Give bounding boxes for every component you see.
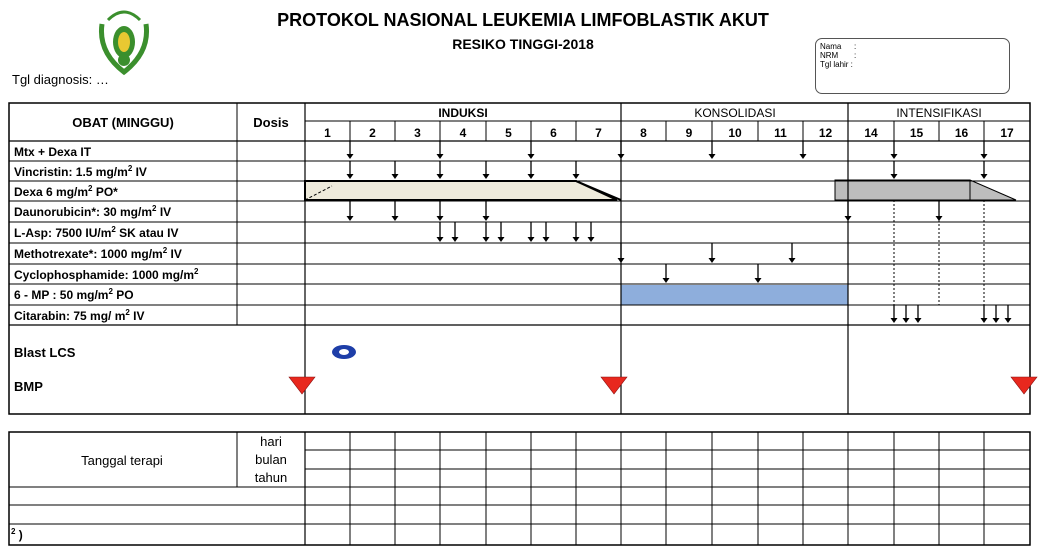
week-number: 9 bbox=[685, 126, 693, 140]
phase-intensifikasi: INTENSIFIKASI bbox=[896, 106, 982, 120]
dose-arrow-head bbox=[347, 174, 354, 179]
dexa-bar bbox=[305, 181, 617, 200]
measurement-label: $^2$ ) bbox=[11, 527, 23, 542]
week-number: 17 bbox=[1000, 126, 1014, 140]
dose-arrow-head bbox=[755, 278, 762, 283]
drug-label: L-Asp: 7500 $IU/m^2$ SK atau IV bbox=[14, 225, 179, 240]
dose-arrow-head bbox=[437, 154, 444, 159]
dose-arrow-head bbox=[498, 237, 505, 242]
page-title: PROTOKOL NASIONAL LEUKEMIA LIMFOBLASTIK AKUT bbox=[277, 10, 769, 30]
tanggal-terapi-label: Tanggal terapi bbox=[81, 453, 163, 468]
blast-lcs-label: Blast LCS bbox=[14, 345, 76, 360]
dose-arrow-head bbox=[347, 216, 354, 221]
dose-arrow-head bbox=[452, 237, 459, 242]
week-number: 15 bbox=[909, 126, 924, 140]
week-number: 14 bbox=[864, 126, 878, 140]
dose-arrow-head bbox=[618, 258, 625, 263]
dose-arrow-head bbox=[981, 174, 988, 179]
mercaptopurine-bar bbox=[621, 285, 848, 305]
patient-dob-row: Tgl lahir : bbox=[820, 60, 853, 69]
dose-arrow-head bbox=[891, 154, 898, 159]
drug-label: Mtx + Dexa IT bbox=[14, 145, 92, 159]
phase-induksi: INDUKSI bbox=[438, 106, 488, 120]
dose-arrow-head bbox=[528, 154, 535, 159]
patient-nrm-row: NRM : bbox=[820, 51, 857, 60]
page-subtitle: RESIKO TINGGI-2018 bbox=[452, 36, 594, 52]
drug-label: Daunorubicin*: 30 $mg/m^2$ IV bbox=[14, 204, 172, 219]
dose-arrow-head bbox=[437, 174, 444, 179]
week-number: 16 bbox=[954, 126, 969, 140]
week-number: 4 bbox=[459, 126, 467, 140]
dose-arrow-head bbox=[392, 216, 399, 221]
week-number: 6 bbox=[550, 126, 557, 140]
date-part-label: hari bbox=[260, 434, 282, 449]
bmp-marker bbox=[601, 377, 627, 394]
dose-arrow-head bbox=[709, 154, 716, 159]
diagnosis-date-label: Tgl diagnosis: … bbox=[12, 72, 109, 87]
dose-arrow-head bbox=[437, 216, 444, 221]
dose-arrow-head bbox=[915, 318, 922, 323]
dose-arrow-head bbox=[483, 216, 490, 221]
dose-arrow-head bbox=[981, 154, 988, 159]
week-number: 7 bbox=[595, 126, 602, 140]
dose-arrow-head bbox=[573, 174, 580, 179]
week-number: 2 bbox=[369, 126, 376, 140]
week-number: 10 bbox=[728, 126, 742, 140]
dose-arrow-head bbox=[981, 318, 988, 323]
week-number: 3 bbox=[414, 126, 421, 140]
dose-arrow-head bbox=[936, 216, 943, 221]
drug-label: Citarabin: 75 mg/ $m^2$ IV bbox=[14, 308, 145, 323]
dose-arrow-head bbox=[347, 154, 354, 159]
drug-label: Vincristin: 1.5 $mg/m^2$ IV bbox=[14, 164, 147, 179]
dose-arrow-head bbox=[392, 174, 399, 179]
dose-arrow-head bbox=[891, 318, 898, 323]
drug-label: 6 - MP : 50 $mg/m^2$ PO bbox=[14, 287, 134, 302]
bmp-marker bbox=[1011, 377, 1037, 394]
week-number: 1 bbox=[324, 126, 331, 140]
week-number: 12 bbox=[818, 126, 833, 140]
date-part-label: bulan bbox=[255, 452, 287, 467]
bmp-marker bbox=[289, 377, 315, 394]
bmp-label: BMP bbox=[14, 379, 43, 394]
dose-arrow-head bbox=[993, 318, 1000, 323]
dose-arrow-head bbox=[709, 258, 716, 263]
drug-label: Methotrexate*: 1000 $mg/m^2$ IV bbox=[14, 246, 182, 261]
dose-arrow-head bbox=[800, 154, 807, 159]
date-part-label: tahun bbox=[254, 470, 288, 485]
dose-arrow-head bbox=[483, 237, 490, 242]
dosis-header: Dosis bbox=[253, 115, 289, 130]
dose-arrow-head bbox=[437, 237, 444, 242]
dose-arrow-head bbox=[891, 174, 898, 179]
patient-name-row: Nama : bbox=[820, 42, 857, 51]
dose-arrow-head bbox=[618, 154, 625, 159]
obat-header: OBAT (MINGGU) bbox=[72, 115, 174, 130]
dose-arrow-head bbox=[903, 318, 910, 323]
dose-arrow-head bbox=[663, 278, 670, 283]
phase-konsolidasi: KONSOLIDASI bbox=[694, 106, 776, 120]
dose-arrow-head bbox=[1005, 318, 1012, 323]
dose-arrow-head bbox=[543, 237, 550, 242]
week-number: 8 bbox=[640, 126, 647, 140]
dose-arrow-head bbox=[588, 237, 595, 242]
dose-arrow-head bbox=[845, 216, 852, 221]
intensification-dexa-bar bbox=[835, 180, 1016, 200]
week-number: 5 bbox=[505, 126, 512, 140]
drug-label: Cyclophosphamide: 1000 $mg/m^2$ bbox=[14, 267, 199, 282]
dose-arrow-head bbox=[789, 258, 796, 263]
dose-arrow-head bbox=[573, 237, 580, 242]
drug-label: Dexa 6 $mg/m^2$ PO* bbox=[14, 184, 118, 199]
bottom-table-border bbox=[9, 432, 1030, 545]
dose-arrow-head bbox=[528, 174, 535, 179]
blast-lcs-marker-center bbox=[339, 349, 349, 355]
week-number: 11 bbox=[774, 126, 787, 140]
dose-arrow-head bbox=[528, 237, 535, 242]
dose-arrow-head bbox=[483, 174, 490, 179]
